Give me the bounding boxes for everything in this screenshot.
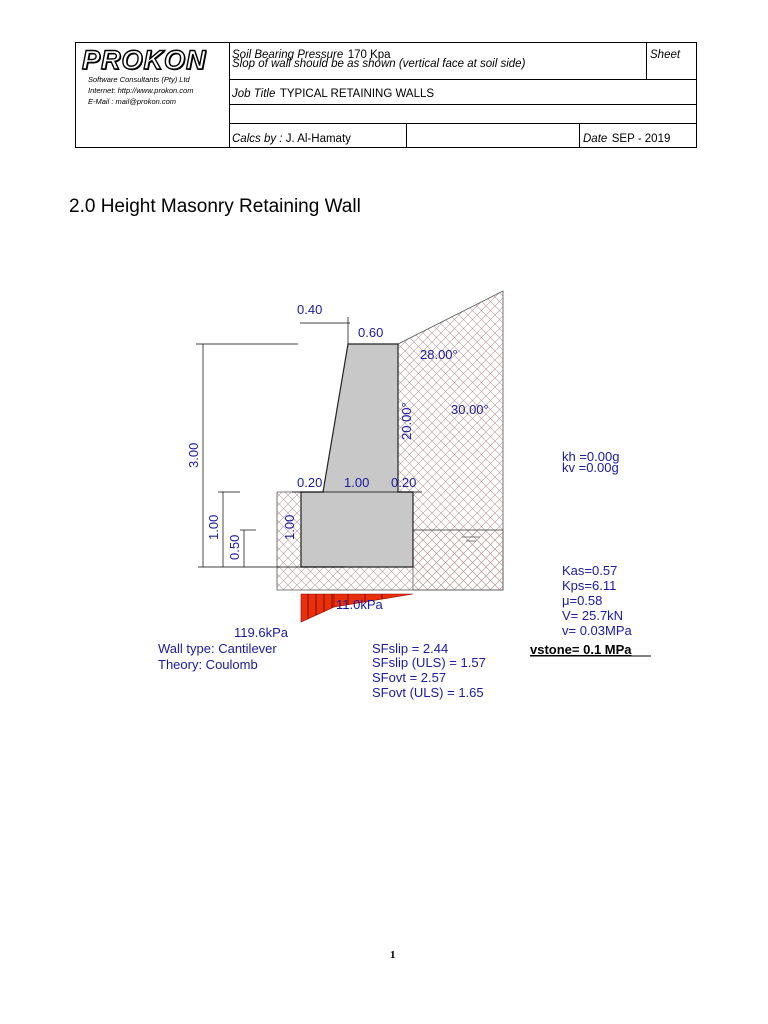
page-title: 2.0 Height Masonry Retaining Wall [69,196,361,217]
wall-body [301,344,413,567]
email-address: E-Mail : mail@prokon.com [88,97,177,106]
sf-slip: SFslip = 2.44 [372,641,449,656]
dim-base-height-right: 1.00 [282,514,297,540]
sheet-label: Sheet [650,49,681,61]
dim-total-height: 3.00 [186,442,201,468]
sf-ovt-uls: SFovt (ULS) = 1.65 [372,685,484,700]
dim-front-batter: 30.00° [451,402,489,417]
dim-back-slope: 28.00° [420,347,458,362]
kh-value: kh =0.00g [562,449,620,464]
job-title-label: Job Title [232,88,276,100]
date-label: Date [583,133,608,145]
theory: Theory: Coulomb [158,657,258,672]
date-value: SEP - 2019 [611,133,671,145]
shear-stress-value: v= 0.03MPa [562,623,632,638]
pressure-high: 119.6kPa [234,625,288,640]
company-name: Software Consultants (Pty) Ltd [88,75,190,84]
kv-value: kv =0.00g [562,460,619,475]
kps-value: Kps=6.11 [562,578,617,593]
sf-ovt: SFovt = 2.57 [372,670,447,685]
calcs-value: J. Al-Hamaty [285,133,351,145]
slope-note: Slop of wall should be as shown (vertical face at soil side) [232,58,526,70]
dim-cover-depth: 0.50 [227,534,242,560]
kas-value: Kas=0.57 [562,563,618,578]
job-title-value: TYPICAL RETAINING WALLS [279,88,435,100]
dim-base-height-left: 1.00 [206,514,221,540]
sf-slip-uls: SFslip (ULS) = 1.57 [372,655,486,670]
internet-address: Internet: http://www.prokon.com [88,86,194,95]
dim-stem-height: 20.00° [399,402,414,440]
dim-top-width: 0.60 [358,325,384,340]
mu-value: μ=0.58 [562,593,603,608]
pressure-low: 11.0kPa [336,597,383,612]
dim-base-width: 1.00 [344,475,370,490]
shear-force-value: V= 25.7kN [562,608,624,623]
prokon-logo: PROKON [82,45,207,75]
calcs-row: Calcs by : J. Al-Hamaty [232,133,351,145]
soil-pressure-label: Soil Bearing Pressure [232,49,344,61]
pressure-diagram [301,594,334,622]
dim-toe: 0.20 [297,475,323,490]
vstone-value: vstone= 0.1 MPa [530,642,632,657]
calcs-label: Calcs by [232,133,277,145]
wall-type: Wall type: Cantilever [158,641,277,656]
dim-heel: 0.20 [391,475,417,490]
soil-pressure-value: 170 Kpa [347,49,391,61]
page-number: 1 [390,949,396,961]
dim-top-offset: 0.40 [297,302,323,317]
